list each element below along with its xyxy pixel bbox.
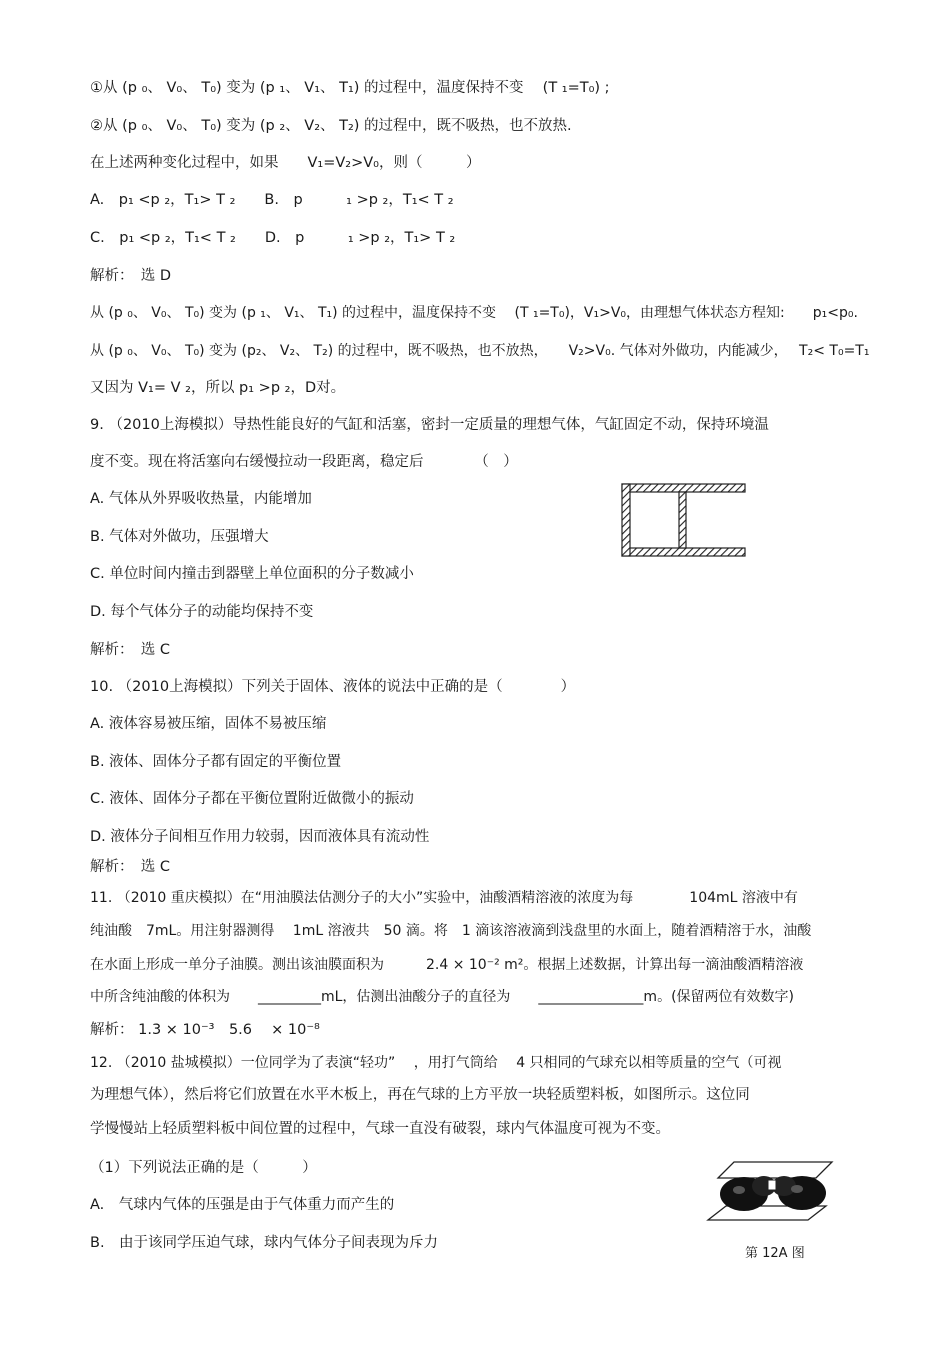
balloons-board-figure [704, 1158, 836, 1226]
line-15: D. 每个气体分子的动能均保持不变 [90, 604, 314, 620]
line-32: A. 气球内气体的压强是由于气体重力而产生的 [90, 1197, 395, 1213]
line-3: 在上述两种变化过程中，如果 V₁=V₂>V₀，则（ ） [90, 155, 481, 171]
line-23: 11. （2010 重庆模拟）在“用油膜法估测分子的大小”实验中，油酸酒精溶液的浓度为每 104mL 溶液中有 [90, 890, 798, 906]
line-31: （1）下列说法正确的是（ ） [90, 1160, 317, 1176]
line-1: ①从 (p ₀、 V₀、 T₀) 变为 (p ₁、 V₁、 T₁) 的过程中，温度保持不变 (T ₁=T₀) ; [90, 80, 610, 96]
line-28: 12. （2010 盐城模拟）一位同学为了表演“轻功” ，用打气筒给 4 只相同的气球充以相等质量的空气（可视 [90, 1055, 782, 1071]
line-13: B. 气体对外做功，压强增大 [90, 529, 269, 545]
line-10: 9. （2010上海模拟）导热性能良好的气缸和活塞，密封一定质量的理想气体，气缸固定不动，保持环境温 [90, 417, 769, 433]
line-18: A. 液体容易被压缩，固体不易被压缩 [90, 716, 327, 732]
line-17: 10. （2010上海模拟）下列关于固体、液体的说法中正确的是（ ） [90, 679, 576, 695]
line-8: 从 (p ₀、 V₀、 T₀) 变为 (p₂、 V₂、 T₂) 的过程中，既不吸热，也不放热， V₂>V₀. 气体对外做功，内能减少， T₂< T₀=T₁ [90, 343, 870, 359]
line-16: 解析： 选 C [90, 642, 170, 658]
figure-caption: 第 12A 图 [745, 1246, 805, 1261]
line-20: C. 液体、固体分子都在平衡位置附近做微小的振动 [90, 791, 414, 807]
line-11: 度不变。现在将活塞向右缓慢拉动一段距离，稳定后 （ ） [90, 454, 518, 470]
line-29: 为理想气体），然后将它们放置在水平木板上，再在气球的上方平放一块轻质塑料板，如图所示。这位同 [90, 1087, 750, 1103]
line-14: C. 单位时间内撞击到器壁上单位面积的分子数减小 [90, 566, 414, 582]
line-22: 解析： 选 C [90, 859, 170, 875]
line-6: 解析： 选 D [90, 268, 172, 284]
line-9: 又因为 V₁= V ₂，所以 p₁ >p ₂，D对。 [90, 380, 346, 396]
line-33: B. 由于该同学压迫气球，球内气体分子间表现为斥力 [90, 1235, 439, 1251]
cylinder-piston-figure [618, 481, 748, 559]
line-19: B. 液体、固体分子都有固定的平衡位置 [90, 754, 342, 770]
line-4: A. p₁ <p ₂，T₁> T ₂ B. p ₁ >p ₂，T₁< T ₂ [90, 192, 454, 208]
line-24: 纯油酸 7mL。用注射器测得 1mL 溶液共 50 滴。将 1 滴该溶液滴到浅盘里的水面上，随着酒精溶于水，油酸 [90, 923, 812, 939]
line-7: 从 (p ₀、 V₀、 T₀) 变为 (p ₁、 V₁、 T₁) 的过程中，温度保持不变 (T ₁=T₀)，V₁>V₀，由理想气体状态方程知: p₁<p₀. [90, 305, 858, 321]
line-21: D. 液体分子间相互作用力较弱，因而液体具有流动性 [90, 829, 430, 845]
line-12: A. 气体从外界吸收热量，内能增加 [90, 491, 312, 507]
line-25: 在水面上形成一单分子油膜。测出该油膜面积为 2.4 × 10⁻² m²。根据上述数据，计算出每一滴油酸酒精溶液 [90, 957, 804, 973]
line-2: ②从 (p ₀、 V₀、 T₀) 变为 (p ₂、 V₂、 T₂) 的过程中，既不吸热，也不放热. [90, 118, 572, 134]
line-5: C. p₁ <p ₂，T₁< T ₂ D. p ₁ >p ₂，T₁> T ₂ [90, 230, 456, 246]
line-26: 中所含纯油酸的体积为 _________mL，估测出油酸分子的直径为 _______________m。(保留两位有效数字) [90, 989, 794, 1005]
line-30: 学慢慢站上轻质塑料板中间位置的过程中，气球一直没有破裂，球内气体温度可视为不变。 [90, 1121, 670, 1137]
line-27: 解析： 1.3 × 10⁻³ 5.6 × 10⁻⁸ [90, 1022, 320, 1038]
